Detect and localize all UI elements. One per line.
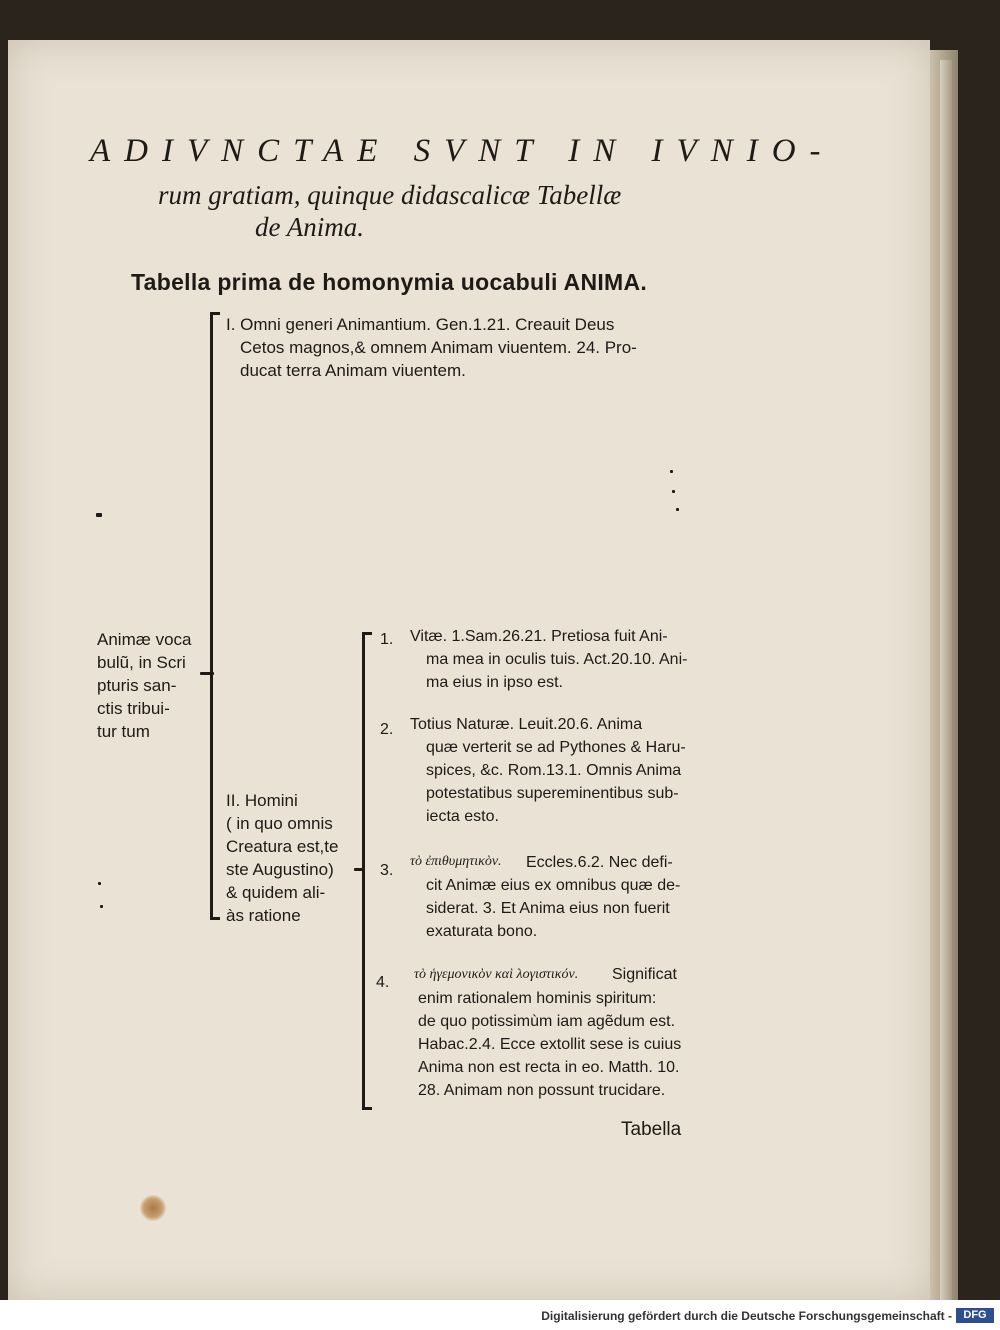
- sub-item-4-line: Habac.2.4. Ecce extollit sese is cuius: [418, 1036, 682, 1053]
- section-2-line: II. Homini: [226, 791, 298, 810]
- root-label-line: bulũ, in Scri: [97, 653, 186, 672]
- sub-item-number: 3.: [380, 862, 394, 879]
- margin-mark: [670, 470, 673, 473]
- sub-item-3-line: exaturata bono.: [426, 923, 538, 940]
- sub-item-number: 2.: [380, 721, 394, 738]
- sub-item-3-line: siderat. 3. Et Anima eius non fuerit: [426, 900, 670, 917]
- footer-bar: [0, 1300, 1000, 1330]
- sub-item-1-line: ma mea in oculis tuis. Act.20.10. Ani-: [426, 651, 688, 668]
- sub-item-4-line: Anima non est recta in eo. Matth. 10.: [418, 1059, 680, 1076]
- margin-mark: [98, 882, 101, 885]
- main-brace-top: [210, 312, 220, 315]
- catchword: Tabella: [621, 1119, 682, 1140]
- margin-mark: [100, 905, 103, 908]
- section-2-line: às ratione: [226, 906, 301, 925]
- sub-item-1-line: Vitæ. 1.Sam.26.21. Pretiosa fuit Ani-: [410, 628, 668, 645]
- footer-credit: Digitalisierung gefördert durch die Deutsche Forschungsgemeinschaft -: [541, 1309, 952, 1323]
- dfg-logo-icon: DFG: [956, 1308, 994, 1323]
- sub-item-4-line: 28. Animam non possunt trucidare.: [418, 1082, 666, 1099]
- sub-item-2-line: Totius Naturæ. Leuit.20.6. Anima: [410, 716, 643, 733]
- section-2-line: Creatura est,te: [226, 837, 339, 856]
- margin-mark: [672, 490, 675, 493]
- sub-item-3-line: Eccles.6.2. Nec defi-: [526, 854, 673, 871]
- sub-brace-point: [354, 868, 364, 871]
- sub-item-2-line: iecta esto.: [426, 808, 499, 825]
- sub-brace-top: [362, 632, 372, 635]
- page-edge-inner: [940, 60, 952, 1300]
- root-label-line: pturis san-: [97, 676, 177, 695]
- section-1-line: Cetos magnos,& omnem Animam viuentem. 24. Pro-: [240, 338, 637, 357]
- sub-item-4-line: Significat: [612, 966, 677, 983]
- table-title: Tabella prima de homonymia uocabuli ANIMA.: [131, 269, 648, 295]
- main-brace-bottom: [210, 917, 220, 920]
- section-2-line: & quidem ali-: [226, 883, 326, 902]
- sub-brace-bottom: [362, 1107, 372, 1110]
- heading-line-2: rum gratiam, quinque didascalicæ Tabellæ: [158, 180, 622, 210]
- sub-item-1-line: ma eius in ipso est.: [426, 674, 563, 691]
- main-brace-point: [200, 672, 214, 675]
- main-brace: [210, 312, 213, 920]
- heading-line-1: ADIVNCTAE SVNT IN IVNIO-: [90, 133, 835, 169]
- sub-item-3-greek: τὸ ἐπιθυμητικὸν.: [410, 854, 502, 869]
- margin-mark: [96, 513, 102, 517]
- root-label-line: Animæ voca: [97, 630, 192, 649]
- paper-stain: [140, 1195, 166, 1221]
- sub-item-2-line: quæ verterit se ad Pythones & Haru-: [426, 739, 686, 756]
- root-label-line: tur tum: [97, 722, 150, 741]
- sub-item-4-line: enim rationalem hominis spiritum:: [418, 990, 657, 1007]
- section-2-line: ( in quo omnis: [226, 814, 333, 833]
- sub-brace: [362, 632, 365, 1110]
- heading-line-3: de Anima.: [255, 212, 364, 242]
- section-2-line: ste Augustino): [226, 860, 334, 879]
- sub-item-4-line: de quo potissimùm iam agẽdum est.: [418, 1013, 676, 1030]
- sub-item-3-line: cit Animæ eius ex omnibus quæ de-: [426, 877, 681, 894]
- root-label-line: ctis tribui-: [97, 699, 170, 718]
- sub-item-number: 4.: [376, 974, 390, 991]
- sub-item-2-line: potestatibus supereminentibus sub-: [426, 785, 679, 802]
- section-1-line: I. Omni generi Animantium. Gen.1.21. Creauit Deus: [226, 315, 615, 334]
- sub-item-4-greek: τὸ ἡγεμονικὸν καὶ λογιστικόν.: [414, 967, 579, 982]
- margin-mark: [676, 508, 679, 511]
- section-1-line: ducat terra Animam viuentem.: [240, 361, 466, 380]
- sub-item-2-line: spices, &c. Rom.13.1. Omnis Anima: [426, 762, 682, 779]
- sub-item-number: 1.: [380, 631, 394, 648]
